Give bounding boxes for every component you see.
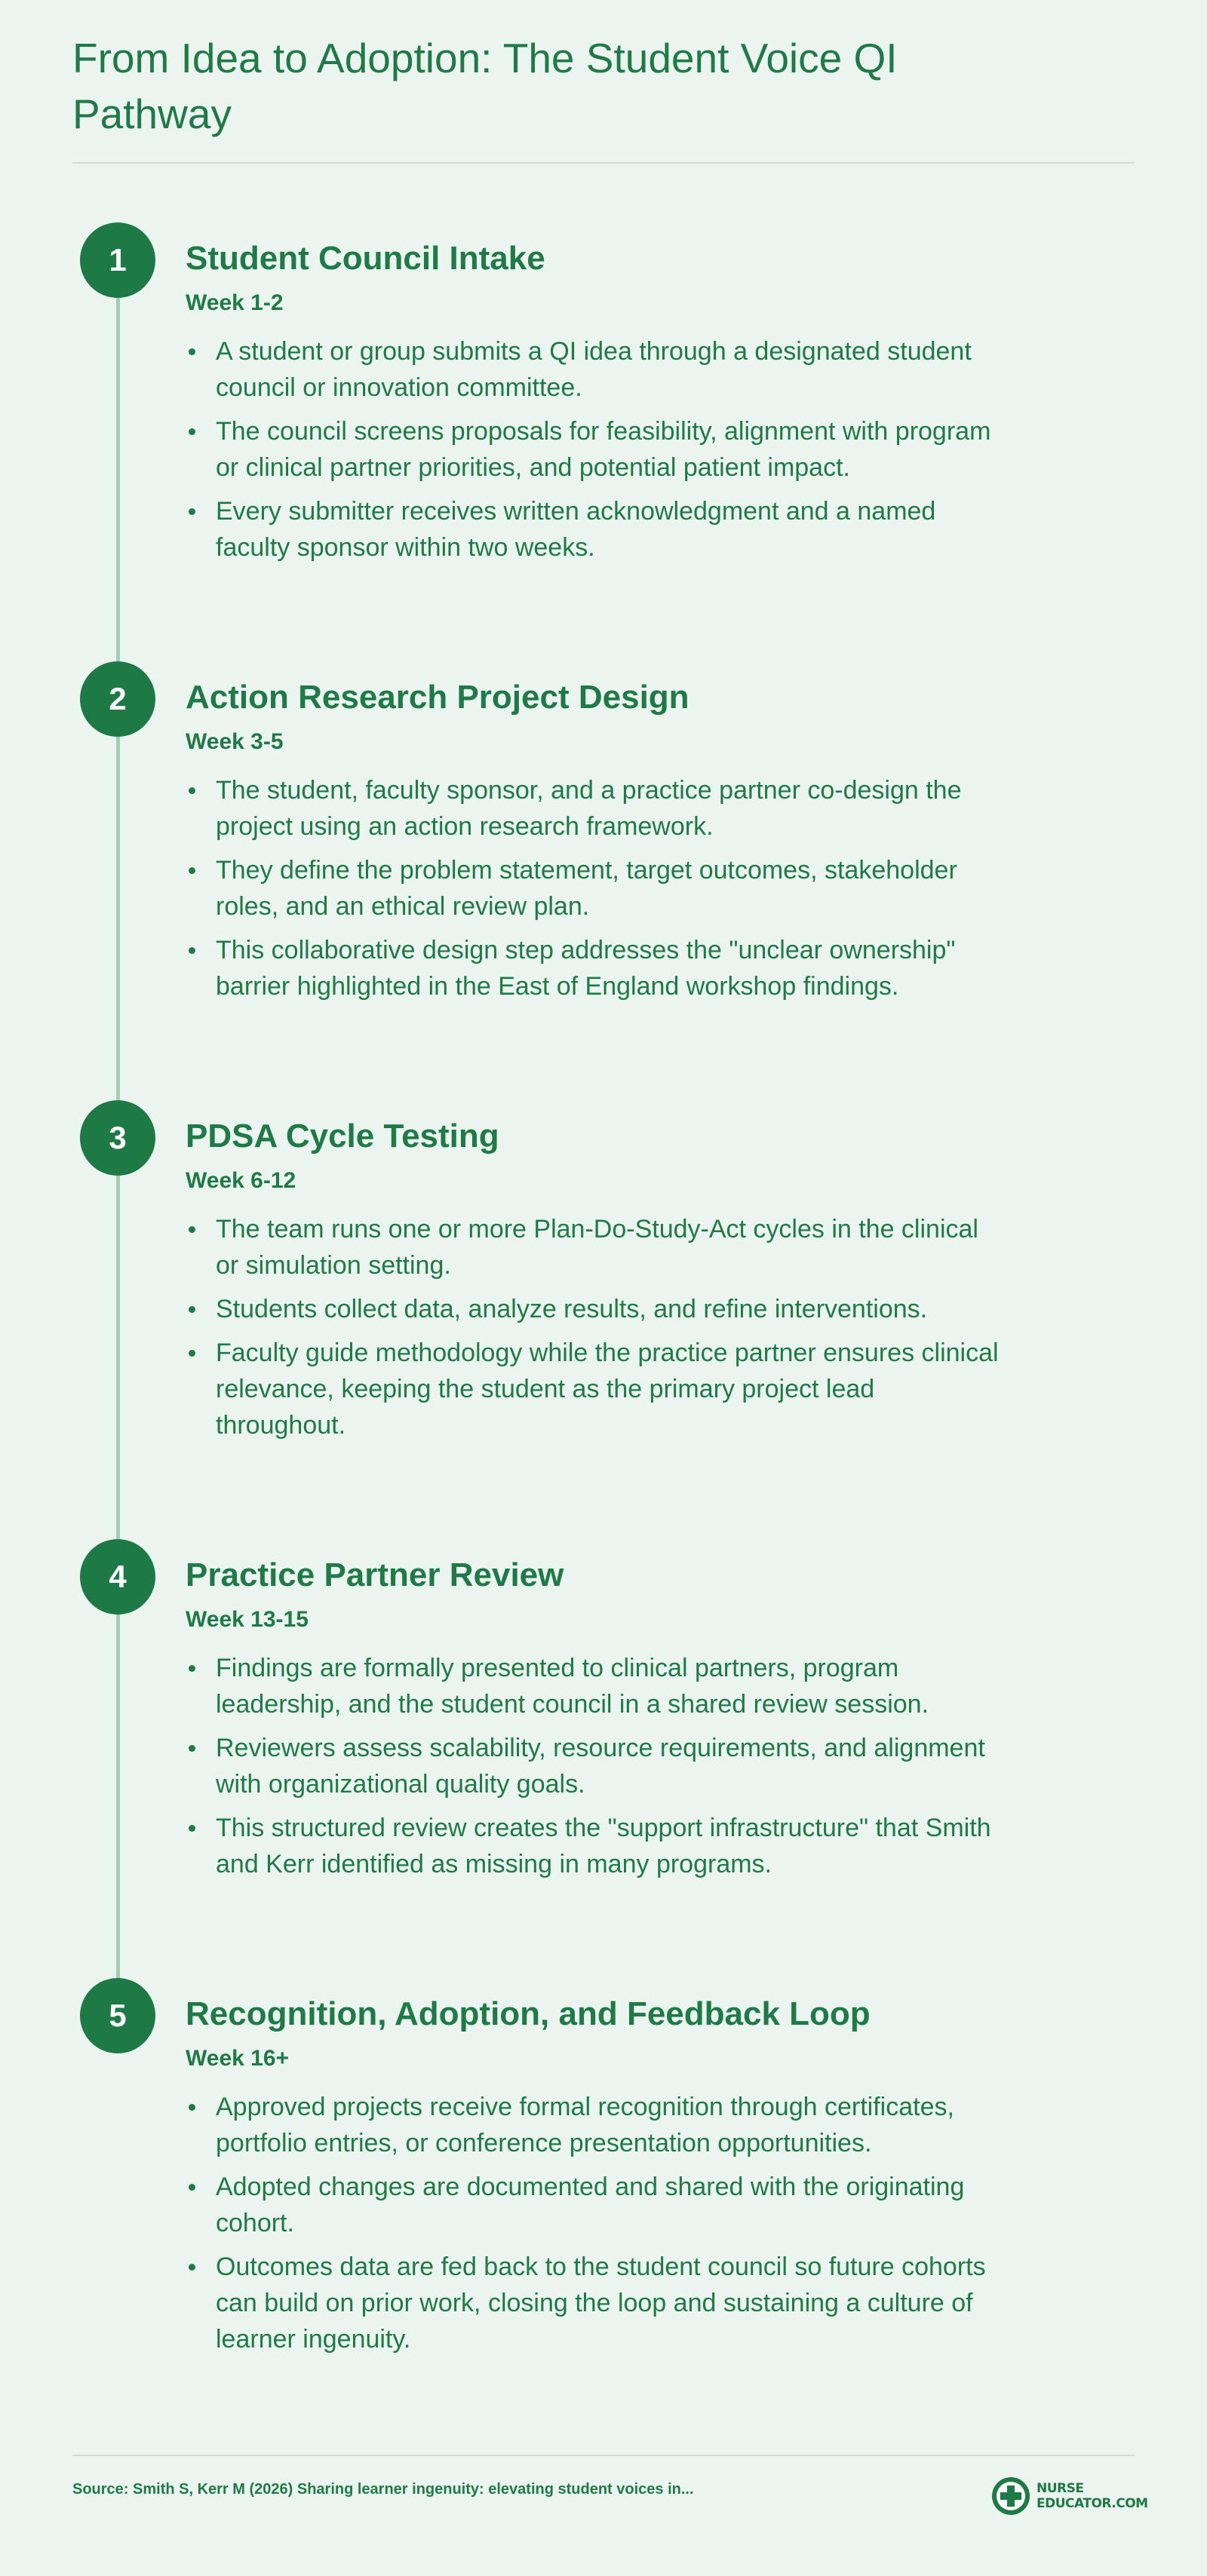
bullet-item: A student or group submits a QI idea through a designated student council or innovation committee. [186,333,1000,406]
page [72,0,1148,2576]
nurse-educator-logo[interactable] [991,2476,1148,2519]
step-bullets [186,1211,1000,1451]
step-week: Week 6-12 [186,1168,296,1193]
step-number-badge: 4 [80,1539,155,1615]
bullet-item: The student, faculty sponsor, and a practice partner co-design the project using an action research framework. [186,772,1000,845]
logo-wordmark [1037,2481,1148,2511]
step-week: Week 3-5 [186,729,284,754]
step-number-badge: 1 [80,222,155,298]
bullet-item: Students collect data, analyze results, and refine interventions. [186,1291,1000,1327]
step-title: Recognition, Adoption, and Feedback Loop [186,1995,871,2032]
step-bullets [186,772,1000,1012]
page-title: From Idea to Adoption: The Student Voice QI Pathway [72,35,898,137]
bullet-item: Reviewers assess scalability, resource requirements, and alignment with organizational quality goals. [186,1730,1000,1802]
bullet-item: They define the problem statement, target outcomes, stakeholder roles, and an ethical review plan. [186,852,1000,925]
bullet-item: This collaborative design step addresses the "unclear ownership" barrier highlighted in the East of England workshop findings. [186,932,1000,1004]
step-week: Week 1-2 [186,290,284,315]
bullet-item: Faculty guide methodology while the practice partner ensures clinical relevance, keeping the student as the primary project lead throughout. [186,1335,1000,1443]
bullet-item: Adopted changes are documented and shared with the originating cohort. [186,2169,1000,2241]
step-title: PDSA Cycle Testing [186,1118,499,1155]
title-divider [72,162,1135,164]
bullet-item: Outcomes data are fed back to the student council so future cohorts can build on prior work, closing the loop and sustaining a culture of learner ingenuity. [186,2249,1000,2357]
logo-line-1: NURSE [1037,2481,1084,2496]
step-title: Practice Partner Review [186,1556,564,1593]
logo-line-2: EDUCATOR.COM [1037,2496,1148,2511]
bullet-item: The team runs one or more Plan-Do-Study-Act cycles in the clinical or simulation setting. [186,1211,1000,1283]
step-bullets [186,1650,1000,1890]
step-number-badge: 2 [80,661,155,737]
bullet-item: Findings are formally presented to clinical partners, program leadership, and the student council in a shared review session. [186,1650,1000,1722]
step-title: Student Council Intake [186,240,545,277]
step-bullets [186,333,1000,573]
bullet-item: Approved projects receive formal recognition through certificates, portfolio entries, or conference presentation opportunities. [186,2089,1000,2161]
step-title: Action Research Project Design [186,679,689,716]
footer-divider [72,2455,1135,2456]
bullet-item: This structured review creates the "support infrastructure" that Smith and Kerr identified as missing in many programs. [186,1810,1000,1882]
bullet-item: Every submitter receives written acknowledgment and a named faculty sponsor within two weeks. [186,493,1000,566]
source-citation: Source: Smith S, Kerr M (2026) Sharing learner ingenuity: elevating student voices in... [72,2481,694,2498]
step-bullets [186,2089,1000,2365]
medical-cross-icon [991,2476,1030,2516]
step-number-badge: 3 [80,1100,155,1176]
step-number-badge: 5 [80,1978,155,2053]
bullet-item: The council screens proposals for feasibility, alignment with program or clinical partner priorities, and potential patient impact. [186,413,1000,486]
step-week: Week 13-15 [186,1607,309,1632]
step-week: Week 16+ [186,2046,290,2071]
